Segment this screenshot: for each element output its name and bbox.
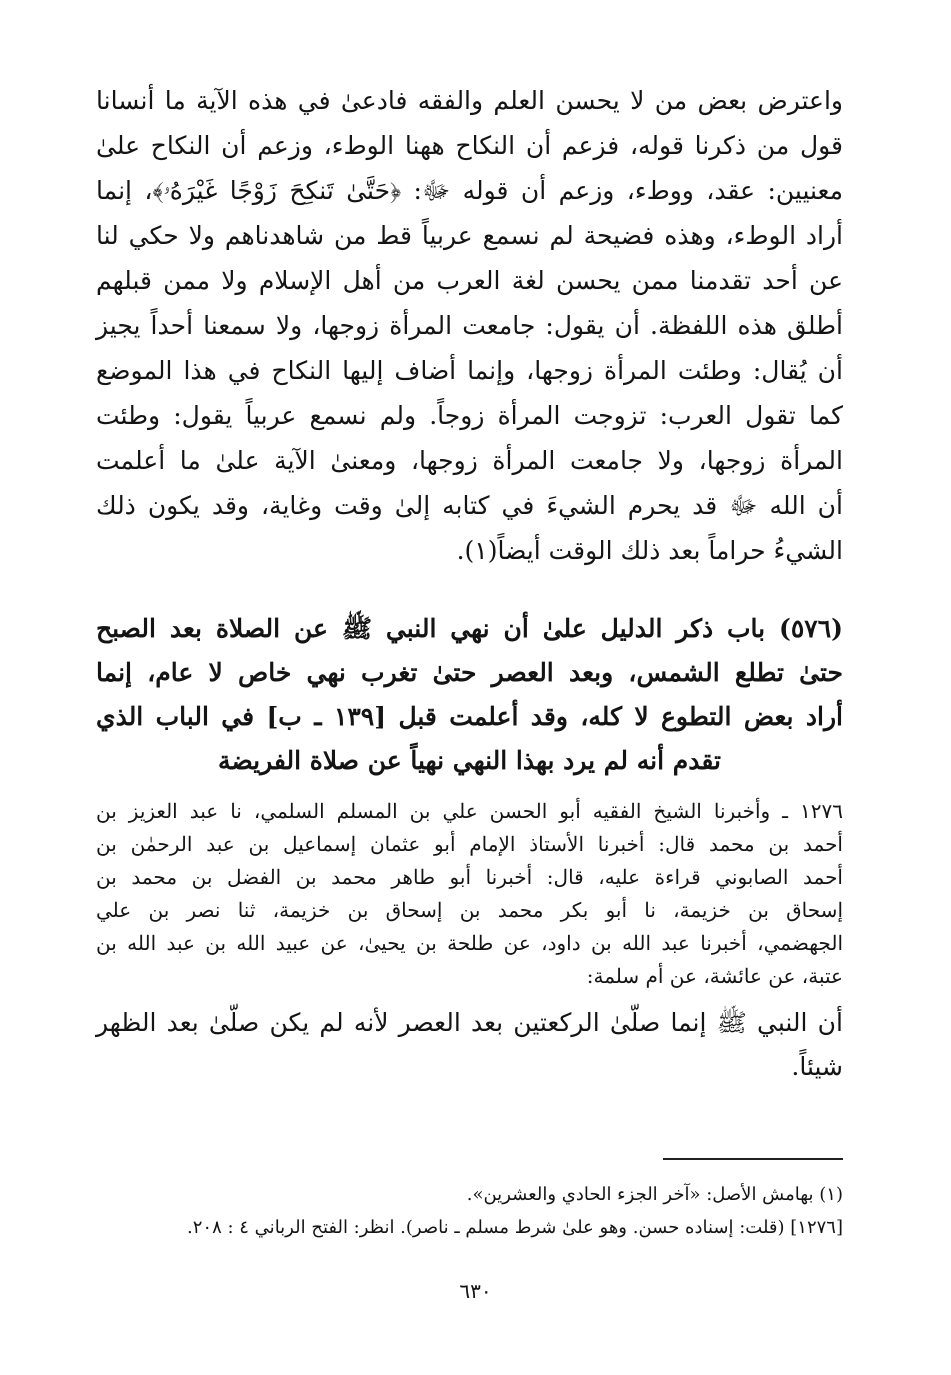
chapter-heading: [96, 607, 843, 783]
matn-line: شيئاً.: [791, 1052, 843, 1081]
hadith-text: [96, 1001, 843, 1089]
page-number: ٦٣٠: [459, 1279, 492, 1303]
footnote-1: (١) بهامش الأصل: «آخر الجزء الحادي والعشرين».: [466, 1184, 843, 1205]
isnad-line: ١٢٧٦ ـ وأخبرنا الشيخ الفقيه أبو الحسن علي بن المسلم السلمي، نا عبد العزيز بن: [96, 799, 843, 823]
isnad-line: الجهضمي، أخبرنا عبد الله بن داود، عن طلحة بن يحيىٰ، عن عبيد الله بن عبد الله بن: [96, 931, 843, 955]
text-line: أن يُقال: وطئت المرأة زوجها، وإنما أضاف إليها النكاح في هذا الموضع: [96, 356, 843, 385]
isnad-chain: [96, 795, 843, 993]
text-line: كما تقول العرب: تزوجت المرأة زوجاً. ولم نسمع عربياً يقول: وطئت: [96, 401, 843, 430]
footnote-2: [١٢٧٦] (قلت: إسناده حسن. وهو علىٰ شرط مسلم ـ ناصر). انظر: الفتح الرباني ٤ : ٢٠٨.: [187, 1217, 843, 1238]
heading-line: أراد بعض التطوع لا كله، وقد أعلمت قبل [١٣٩ ـ ب] في الباب الذي: [96, 702, 843, 731]
text-line: عن أحد تقدمنا ممن يحسن لغة العرب من أهل الإسلام ولا ممن قبلهم: [96, 266, 843, 295]
text-line: أن الله ﷻ قد يحرم الشيءَ في كتابه إلىٰ وقت وغاية، وقد يكون ذلك: [96, 491, 843, 520]
page-body: [96, 78, 843, 1089]
isnad-line: إسحاق بن خزيمة، نا أبو بكر محمد بن إسحاق بن خزيمة، ثنا نصر بن علي: [96, 898, 843, 922]
text-line: أراد الوطء، وهذه فضيحة لم نسمع عربياً قط من شاهدناهم ولا حكي لنا: [96, 221, 843, 250]
text-line: الشيءُ حراماً بعد ذلك الوقت أيضاً(١).: [456, 536, 843, 565]
heading-line: تقدم أنه لم يرد بهذا النهي نهياً عن صلاة الفريضة: [218, 746, 721, 775]
footnotes: [96, 1178, 843, 1244]
text-line: المرأة زوجها، ولا جامعت المرأة زوجها، ومعنىٰ الآية علىٰ ما أعلمت: [96, 446, 843, 475]
heading-line: حتىٰ تطلع الشمس، وبعد العصر حتىٰ تغرب نهي خاص لا عام، إنما: [96, 658, 843, 687]
isnad-line: أحمد بن محمد قال: أخبرنا الأستاذ الإمام أبو عثمان إسماعيل بن عبد الرحمٰن بن: [96, 832, 843, 856]
heading-line: (٥٧٦) باب ذكر الدليل علىٰ أن نهي النبي ﷺ عن الصلاة بعد الصبح: [96, 614, 843, 643]
intro-paragraph: [96, 78, 843, 573]
isnad-line: أحمد الصابوني قراءة عليه، قال: أخبرنا أبو طاهر محمد بن الفضل بن محمد بن: [96, 865, 843, 889]
matn-line: أن النبي ﷺ إنما صلّىٰ الركعتين بعد العصر لأنه لم يكن صلّىٰ بعد الظهر: [96, 1008, 843, 1037]
isnad-line: عتبة، عن عائشة، عن أم سلمة:: [586, 964, 843, 988]
text-line: أطلق هذه اللفظة. أن يقول: جامعت المرأة زوجها، ولا سمعنا أحداً يجيز: [96, 311, 843, 340]
footnote-divider: [663, 1158, 843, 1160]
text-line: قول من ذكرنا قوله، فزعم أن النكاح ههنا الوطء، وزعم أن النكاح علىٰ: [96, 131, 843, 160]
text-line: معنيين: عقد، ووطء، وزعم أن قوله ﷻ: ﴿حَتَّىٰ تَنكِحَ زَوْجًا غَيْرَهُۥ﴾، إنما: [96, 176, 843, 205]
text-line: واعترض بعض من لا يحسن العلم والفقه فادعىٰ في هذه الآية ما أنسانا: [96, 86, 843, 115]
